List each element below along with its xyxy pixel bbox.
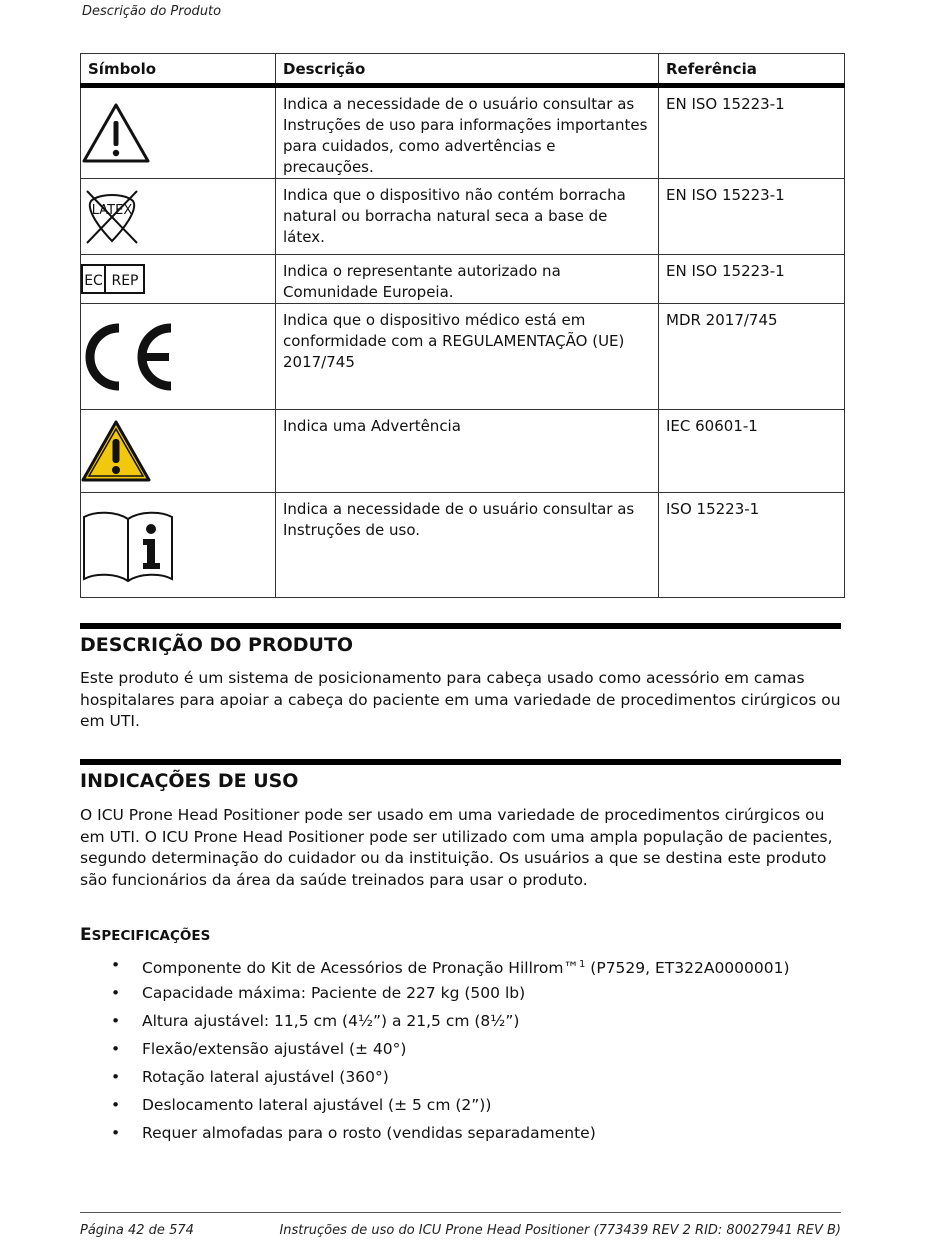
spec-text: Capacidade máxima: Paciente de 227 kg (500 lb) (142, 984, 526, 1002)
bullet: • (111, 1040, 121, 1058)
reference-cell: IEC 60601-1 (659, 410, 845, 493)
column-header-description: Descrição (276, 54, 659, 86)
symbol-cell (81, 410, 276, 493)
specifications-title-initial: E (80, 925, 92, 945)
table-row (81, 255, 845, 304)
list-item (80, 1009, 790, 1037)
page-number: Página 42 de 574 (80, 1223, 194, 1238)
symbol-table (80, 53, 845, 598)
document-reference: Instruções de uso do ICU Prone Head Positioner (773439 REV 2 RID: 80027941 REV B) (279, 1223, 841, 1238)
bullet: • (111, 1068, 121, 1086)
rep-icon-label: REP (111, 273, 139, 289)
description-cell: Indica que o dispositivo não contém borracha natural ou borracha natural seca a base de látex. (276, 179, 659, 255)
spec-text: Altura ajustável: 11,5 cm (4½”) a 21,5 cm (8½”) (142, 1012, 520, 1030)
spec-text: Flexão/extensão ajustável (± 40°) (142, 1040, 407, 1058)
spec-text: Requer almofadas para o rosto (vendidas separadamente) (142, 1124, 596, 1142)
column-header-reference: Referência (659, 54, 845, 86)
running-header: Descrição do Produto (82, 4, 222, 19)
footnote-marker: 1 (579, 959, 586, 970)
list-item (80, 1093, 790, 1121)
description-cell: Indica a necessidade de o usuário consultar as Instruções de uso para informações importantes para cuidados, como advertências e precauções. (276, 86, 659, 179)
warning-yellow-triangle-icon (81, 419, 151, 483)
reference-cell: ISO 15223-1 (659, 493, 845, 598)
symbol-cell (81, 304, 276, 410)
description-cell: Indica que o dispositivo médico está em conformidade com a REGULAMENTAÇÃO (UE) 2017/745 (276, 304, 659, 410)
consult-instructions-book-icon (81, 507, 175, 583)
description-cell: Indica a necessidade de o usuário consultar as Instruções de uso. (276, 493, 659, 598)
description-cell: Indica uma Advertência (276, 410, 659, 493)
footer-divider (80, 1212, 841, 1213)
indications-title: INDICAÇÕES DE USO (80, 770, 299, 792)
product-description-text: Este produto é um sistema de posicionamento para cabeça usado como acessório em camas hospitalares para apoiar a cabeça do paciente em uma variedade de procedimentos cirúrgicos ou em UTI. (80, 669, 841, 730)
table-header-row (81, 54, 845, 86)
latex-icon-label: LATEX (91, 202, 133, 218)
specifications-list (80, 953, 790, 1149)
reference-cell: EN ISO 15223-1 (659, 86, 845, 179)
section-divider (80, 623, 841, 629)
specifications-title (80, 925, 210, 945)
ce-mark-icon (81, 322, 177, 392)
reference-cell: EN ISO 15223-1 (659, 179, 845, 255)
bullet: • (111, 956, 121, 974)
spec-text-suffix: (P7529, ET322A0000001) (585, 959, 790, 978)
ec-rep-icon (81, 264, 145, 294)
list-item (80, 953, 790, 981)
specifications-title-rest: SPECIFICAÇÕES (91, 928, 211, 944)
bullet: • (111, 1096, 121, 1114)
symbol-cell (81, 86, 276, 179)
bullet: • (111, 1012, 121, 1030)
caution-triangle-icon (81, 101, 151, 165)
spec-text: Deslocamento lateral ajustável (± 5 cm (2”)) (142, 1096, 492, 1114)
symbol-cell (81, 179, 276, 255)
list-item (80, 1037, 790, 1065)
list-item (80, 1121, 790, 1149)
section-divider (80, 759, 841, 765)
bullet: • (111, 1124, 121, 1142)
list-item (80, 981, 790, 1009)
list-item (80, 1065, 790, 1093)
ec-icon-label: EC (84, 273, 103, 289)
product-description-title: DESCRIÇÃO DO PRODUTO (80, 634, 354, 656)
latex-free-icon (81, 187, 143, 247)
column-header-symbol: Símbolo (81, 54, 276, 86)
table-row (81, 304, 845, 410)
table-row (81, 86, 845, 179)
table-row (81, 410, 845, 493)
symbol-cell (81, 493, 276, 598)
description-cell: Indica o representante autorizado na Comunidade Europeia. (276, 255, 659, 304)
spec-text: Rotação lateral ajustável (360°) (142, 1068, 389, 1086)
reference-cell: EN ISO 15223-1 (659, 255, 845, 304)
table-row (81, 179, 845, 255)
table-row (81, 493, 845, 598)
reference-cell: MDR 2017/745 (659, 304, 845, 410)
symbol-cell (81, 255, 276, 304)
spec-text: Componente do Kit de Acessórios de Pronação Hillrom™ (142, 959, 579, 978)
indications-text: O ICU Prone Head Positioner pode ser usado em uma variedade de procedimentos cirúrgicos ou em UTI. O ICU Prone Head Positioner pode ser utilizado com uma ampla população de pacientes, segundo determinação do cuidador ou da instituição. Os usuários a que se destina este produto são funcionários da área da saúde treinados para usar o produto. (80, 806, 833, 889)
bullet: • (111, 984, 121, 1002)
